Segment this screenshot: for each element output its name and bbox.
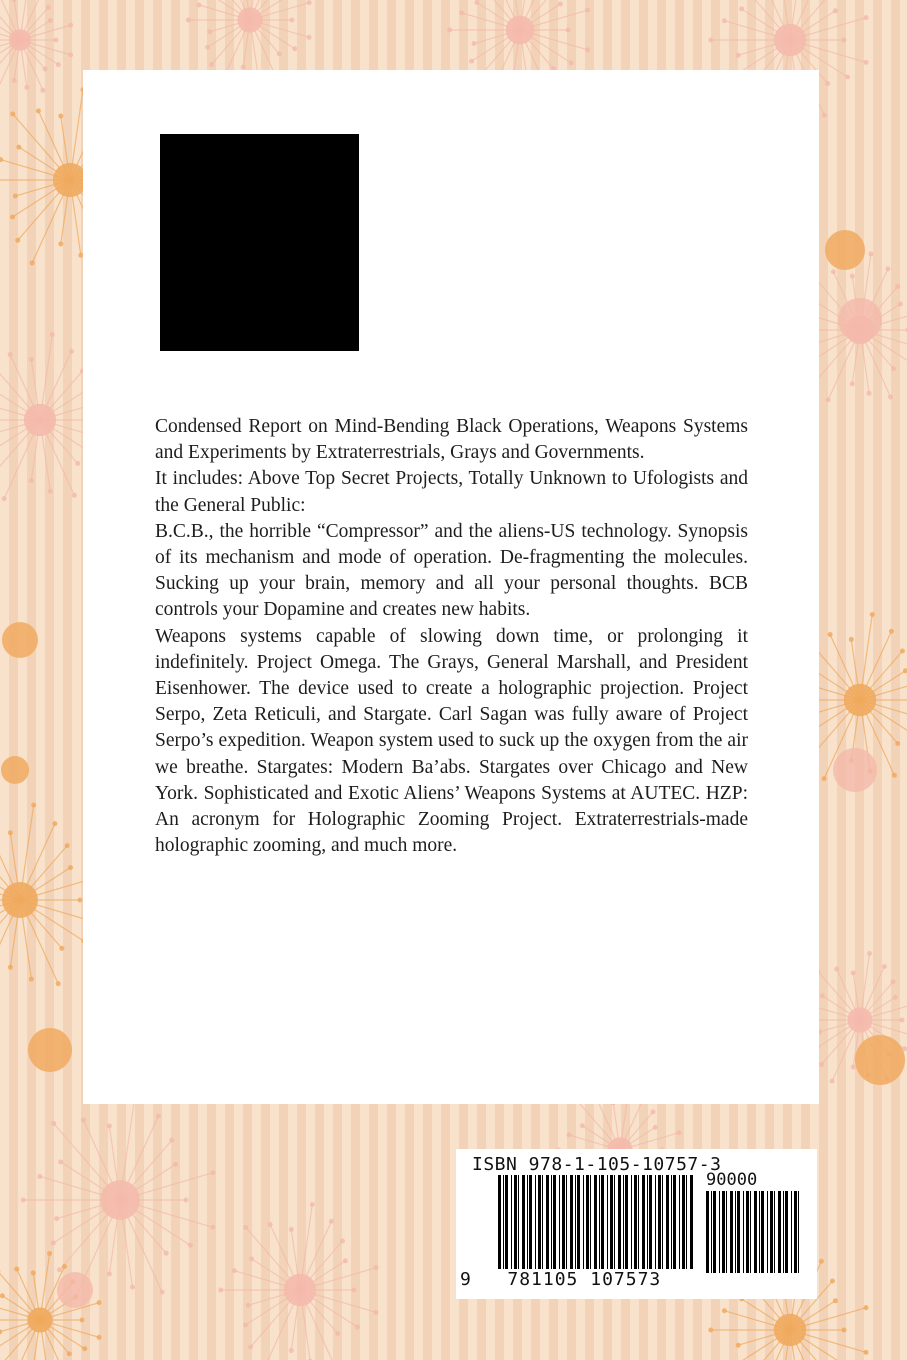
barcode-bar <box>551 1175 552 1269</box>
barcode-bar <box>553 1175 556 1269</box>
barcode-bar <box>610 1175 613 1269</box>
barcode-bar <box>754 1191 757 1273</box>
barcode-bar <box>601 1175 604 1269</box>
barcode-digit-first: 9 <box>460 1269 472 1290</box>
barcode-bar <box>538 1175 541 1269</box>
barcode-bar <box>673 1175 676 1269</box>
barcode-bar <box>798 1191 799 1273</box>
barcode-bar <box>791 1191 792 1273</box>
barcode-bar <box>503 1175 504 1269</box>
barcode-bar <box>546 1175 549 1269</box>
barcode-digits <box>460 1269 661 1290</box>
barcode-bar <box>671 1175 672 1269</box>
barcode-bar <box>631 1175 632 1269</box>
barcode-bar <box>770 1191 773 1273</box>
price-code: 90000 <box>706 1170 758 1190</box>
barcode-bar <box>618 1175 621 1269</box>
barcode-bar <box>514 1175 517 1269</box>
barcode-bar <box>759 1191 760 1273</box>
barcode-bar <box>686 1175 687 1269</box>
barcode-bar <box>542 1175 543 1269</box>
barcode-bar <box>529 1175 532 1269</box>
isbn-label: ISBN 978-1-105-10757-3 <box>472 1154 722 1175</box>
barcode-bar <box>655 1175 656 1269</box>
barcode-bar <box>706 1191 709 1273</box>
barcode-bar <box>750 1191 751 1273</box>
barcode-bar <box>743 1191 744 1273</box>
barcode-bar <box>647 1175 648 1269</box>
barcode-bar <box>774 1191 775 1273</box>
barcode-bar <box>735 1191 736 1273</box>
description-paragraph-3: B.C.B., the horrible “Compressor” and the aliens-US technology. Synopsis of its mechanism and mode of operation. De-fragmenting the molecules. Sucking up your brain, memory and all your personal thoughts. BCB controls your Dopamine and creates new habits. <box>155 520 748 621</box>
barcode-bar <box>730 1191 733 1273</box>
barcode-bar <box>767 1191 768 1273</box>
barcode-bar <box>634 1175 637 1269</box>
back-cover-panel <box>83 70 819 1104</box>
barcode-bar <box>498 1175 501 1269</box>
barcode-bar <box>583 1175 584 1269</box>
barcode-bar <box>575 1175 576 1269</box>
barcode-bar <box>690 1175 693 1269</box>
barcode-bar <box>737 1191 740 1273</box>
book-description <box>155 414 748 859</box>
barcode-bar <box>607 1175 608 1269</box>
barcode-bar <box>658 1175 661 1269</box>
barcode-bar <box>761 1191 764 1273</box>
barcode-bar <box>522 1175 525 1269</box>
barcode-bar <box>614 1175 615 1269</box>
barcode-bar <box>570 1175 573 1269</box>
barcode-bar <box>783 1191 784 1273</box>
barcode-bar <box>726 1191 727 1273</box>
barcode-bar <box>778 1191 781 1273</box>
barcode-bar <box>599 1175 600 1269</box>
barcode-bar <box>642 1175 645 1269</box>
barcode-bar <box>719 1191 720 1273</box>
barcode-digits-group-2: 107573 <box>590 1269 662 1290</box>
barcode-bar <box>518 1175 519 1269</box>
barcode-bar <box>586 1175 589 1269</box>
barcode-bar <box>649 1175 652 1269</box>
barcode-bar <box>682 1175 685 1269</box>
description-paragraph-2: It includes: Above Top Secret Projects, Totally Unknown to Ufologists and the General Public: <box>155 468 748 516</box>
barcode-bar <box>511 1175 512 1269</box>
author-photo <box>160 134 359 351</box>
barcode-bar <box>594 1175 597 1269</box>
barcode-bar <box>590 1175 591 1269</box>
barcode-bar <box>746 1191 749 1273</box>
barcode-bar <box>679 1175 680 1269</box>
barcode-digits-group-1: 781105 <box>507 1269 579 1290</box>
barcode-bar <box>535 1175 536 1269</box>
barcode-bar <box>566 1175 567 1269</box>
barcode-bar <box>562 1175 565 1269</box>
isbn-barcode <box>456 1149 817 1299</box>
barcode-bar <box>505 1175 508 1269</box>
barcode-bar <box>623 1175 624 1269</box>
barcode-bar <box>625 1175 628 1269</box>
barcode-main-bars <box>498 1175 698 1277</box>
barcode-bar <box>527 1175 528 1269</box>
barcode-bar <box>711 1191 712 1273</box>
description-paragraph-1: Condensed Report on Mind-Bending Black Operations, Weapons Systems and Experiments by Extraterrestrials, Grays and Governments. <box>155 416 748 464</box>
barcode-bar <box>559 1175 560 1269</box>
description-paragraph-4: Weapons systems capable of slowing down time, or prolonging it indefinitely. Project Omega. The Grays, General Marshall, and President Eisenhower. The device used to create a holographic projection. Project Serpo, Zeta Reticuli, and Stargate. Carl Sagan was fully aware of Project Serpo’s expedition. Weapon system used to suck up the oxygen from the air we breathe. Stargates: Modern Ba’abs. Stargates over Chicago and New York. Sophisticated and Exotic Aliens’ Weapons Systems at AUTEC. HZP: An acronym for Holographic Zooming Project. Extraterrestrials-made holographic zooming, and much more. <box>155 625 748 857</box>
barcode-bar <box>785 1191 788 1273</box>
barcode-addon-bars <box>706 1191 806 1277</box>
barcode-bar <box>662 1175 663 1269</box>
barcode-bar <box>577 1175 580 1269</box>
barcode-bar <box>794 1191 797 1273</box>
barcode-bar <box>666 1175 669 1269</box>
barcode-bar <box>722 1191 725 1273</box>
barcode-bar <box>713 1191 716 1273</box>
barcode-bar <box>638 1175 639 1269</box>
